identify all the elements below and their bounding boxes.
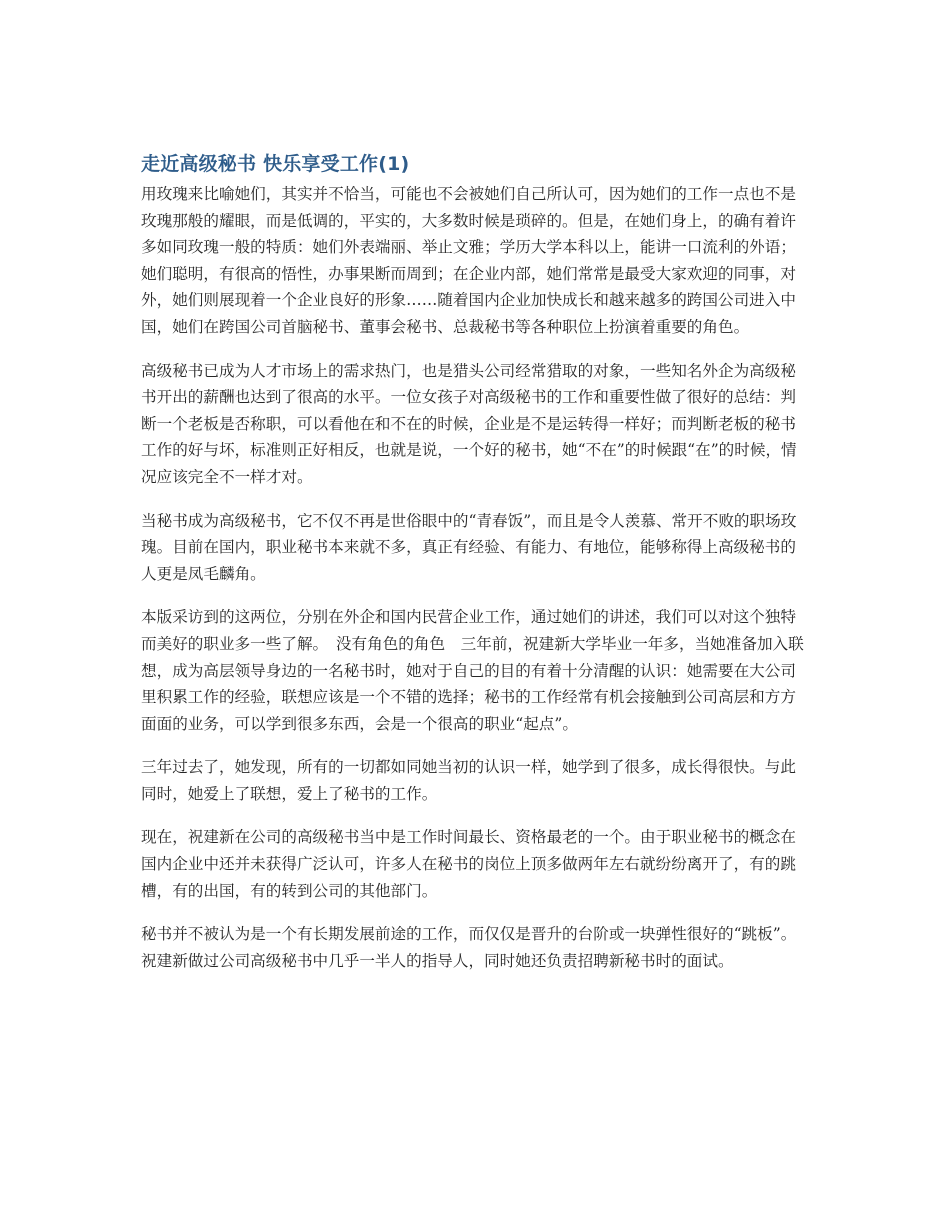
- paragraph-3: 当秘书成为高级秘书，它不仅不再是世俗眼中的“青春饭”，而且是令人羡慕、常开不败的职场玫瑰。目前在国内，职业秘书本来就不多，真正有经验、有能力、有地位，能够称得上高级秘书的人更是凤毛麟角。: [141, 511, 797, 583]
- paragraph-7: 秘书并不被认为是一个有长期发展前途的工作，而仅仅是晋升的台阶或一块弹性很好的“跳板”。祝建新做过公司高级秘书中几乎一半人的指导人，同时她还负责招聘新秘书时的面试。: [141, 925, 797, 970]
- document-title: 走近高级秘书 快乐享受工作(1): [141, 153, 410, 175]
- paragraph-4: 本版采访到的这两位，分别在外企和国内民营企业工作，通过她们的讲述，我们可以对这个独特而美好的职业多一些了解。 没有角色的角色 三年前，祝建新大学毕业一年多，当她准备加入联想，成为高层领导身边的一名秘书时，她对于自己的目的有着十分清醒的认识：她需要在大公司里积累工作的经验，联想应该是一个不错的选择；秘书的工作经常有机会接触到公司高层和方方面面的业务，可以学到很多东西，会是一个很高的职业“起点”。: [141, 608, 804, 733]
- paragraph-6: 现在，祝建新在公司的高级秘书当中是工作时间最长、资格最老的一个。由于职业秘书的概念在国内企业中还并未获得广泛认可，许多人在秘书的岗位上顶多做两年左右就纷纷离开了，有的跳槽，有的出国，有的转到公司的其他部门。: [141, 828, 796, 900]
- paragraph-5: 三年过去了，她发现，所有的一切都如同她当初的认识一样，她学到了很多，成长得很快。与此同时，她爱上了联想，爱上了秘书的工作。: [141, 758, 796, 803]
- paragraph-1: 用玫瑰来比喻她们，其实并不恰当，可能也不会被她们自己所认可，因为她们的工作一点也不是玫瑰那般的耀眼，而是低调的，平实的，大多数时候是琐碎的。但是，在她们身上，的确有着许多如同玫瑰一般的特质：她们外表端丽、举止文雅；学历大学本科以上，能讲一口流利的外语；她们聪明，有很高的悟性，办事果断而周到；在企业内部，她们常常是最受大家欢迎的同事，对外，她们则展现着一个企业良好的形象……随着国内企业加快成长和越来越多的跨国公司进入中国，她们在跨国公司首脑秘书、董事会秘书、总裁秘书等各种职位上扮演着重要的角色。: [141, 185, 796, 336]
- document-page: [141, 150, 809, 991]
- paragraph-2: 高级秘书已成为人才市场上的需求热门，也是猎头公司经常猎取的对象，一些知名外企为高级秘书开出的薪酬也达到了很高的水平。一位女孩子对高级秘书的工作和重要性做了很好的总结：判断一个老板是否称职，可以看他在和不在的时候，企业是不是运转得一样好；而判断老板的秘书工作的好与坏，标准则正好相反，也就是说，一个好的秘书，她“不在”的时候跟“在”的时候，情况应该完全不一样才对。: [141, 361, 797, 486]
